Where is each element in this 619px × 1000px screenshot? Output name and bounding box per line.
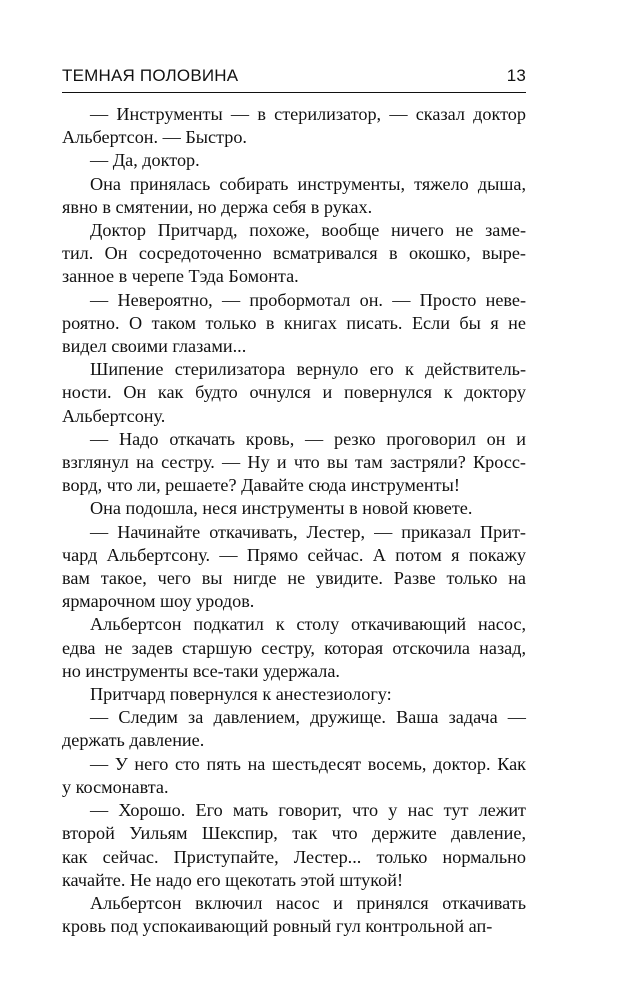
text-line: Альбертсон включил насос и принялся откачивать (90, 892, 526, 913)
text-line: — Инструменты — в стерилизатор, — сказал доктор (90, 104, 526, 124)
text-line: взглянул на сестру. — Ну и что вы там застряли? Кросс- (62, 452, 526, 473)
text-line: видел своими глазами... (62, 336, 247, 357)
paragraph (62, 799, 526, 892)
text-line: явно в смятении, но держа себя в руках. (62, 196, 373, 217)
text-line: роятно. О таком только в книгах писать. Если бы я не (62, 312, 526, 333)
paragraph (62, 103, 526, 149)
text-line: — У него сто пять на шестьдесят восемь, доктор. Как (90, 753, 526, 774)
paragraph (90, 149, 526, 172)
paragraph (62, 613, 526, 683)
text-line: — Невероятно, — пробормотал он. — Просто неве- (90, 289, 526, 310)
text-line: тил. Он сосредоточенно всматривался в окошко, выре- (62, 243, 526, 264)
text-line: у космонавта. (62, 776, 169, 797)
text-line: — Хорошо. Его мать говорит, что у нас тут лежит (90, 800, 526, 821)
paragraph (90, 497, 526, 520)
paragraph (62, 173, 526, 219)
book-title: ТЕМНАЯ ПОЛОВИНА (62, 66, 239, 85)
paragraph (62, 892, 526, 938)
text-line: второй Уильям Шекспир, так что держите давление, (62, 823, 526, 844)
paragraph (62, 753, 526, 799)
text-line: — Надо откачать кровь, — резко проговорил он и (90, 428, 526, 449)
text-line: едва не задев старшую сестру, которая отскочила назад, (62, 637, 526, 658)
text-line: занное в черепе Тэда Бомонта. (62, 266, 299, 287)
text-line: но инструменты все-таки удержала. (62, 660, 340, 681)
paragraph (62, 219, 526, 289)
paragraph (62, 706, 526, 752)
paragraph (90, 683, 526, 706)
text-line: ворд, что ли, решаете? Давайте сюда инструменты! (62, 475, 460, 496)
paragraph (62, 521, 526, 614)
text-line: кровь под успокаивающий ровный гул контрольной ап- (62, 916, 493, 937)
text-line: держать давление. (62, 730, 205, 751)
header-rule (62, 92, 526, 93)
text-line: Альбертсон подкатил к столу откачивающий насос, (90, 614, 526, 635)
text-line: Доктор Притчард, похоже, вообще ничего не заме- (90, 220, 526, 241)
page-number: 13 (506, 66, 526, 85)
text-line: Притчард повернулся к анестезиологу: (90, 684, 392, 705)
text-line: — Начинайте откачивать, Лестер, — приказал Прит- (90, 521, 526, 542)
text-line: качайте. Не надо его щекотать этой штукой! (62, 869, 404, 890)
text-line: ности. Он как будто очнулся и повернулся к доктору (62, 382, 526, 403)
paragraph (62, 289, 526, 359)
running-head (62, 66, 526, 88)
text-line: — Да, доктор. (90, 150, 200, 171)
body-text (62, 103, 526, 938)
text-line: как сейчас. Приступайте, Лестер... только нормально (62, 846, 526, 867)
paragraph (62, 428, 526, 498)
text-line: Альбертсон. — Быстро. (62, 127, 247, 148)
text-line: Она подошла, неся инструменты в новой кювете. (90, 498, 473, 519)
text-line: Она принялась собирать инструменты, тяжело дыша, (90, 173, 526, 194)
text-line: ярмарочном шоу уродов. (62, 591, 255, 612)
text-line: чард Альбертсону. — Прямо сейчас. А потом я покажу (62, 544, 526, 565)
text-line: вам такое, чего вы нигде не увидите. Разве только на (62, 568, 526, 589)
text-line: Шипение стерилизатора вернуло его к действитель- (90, 359, 526, 380)
paragraph (62, 358, 526, 428)
text-line: Альбертсону. (62, 405, 166, 426)
text-line: — Следим за давлением, дружище. Ваша задача — (90, 707, 526, 728)
